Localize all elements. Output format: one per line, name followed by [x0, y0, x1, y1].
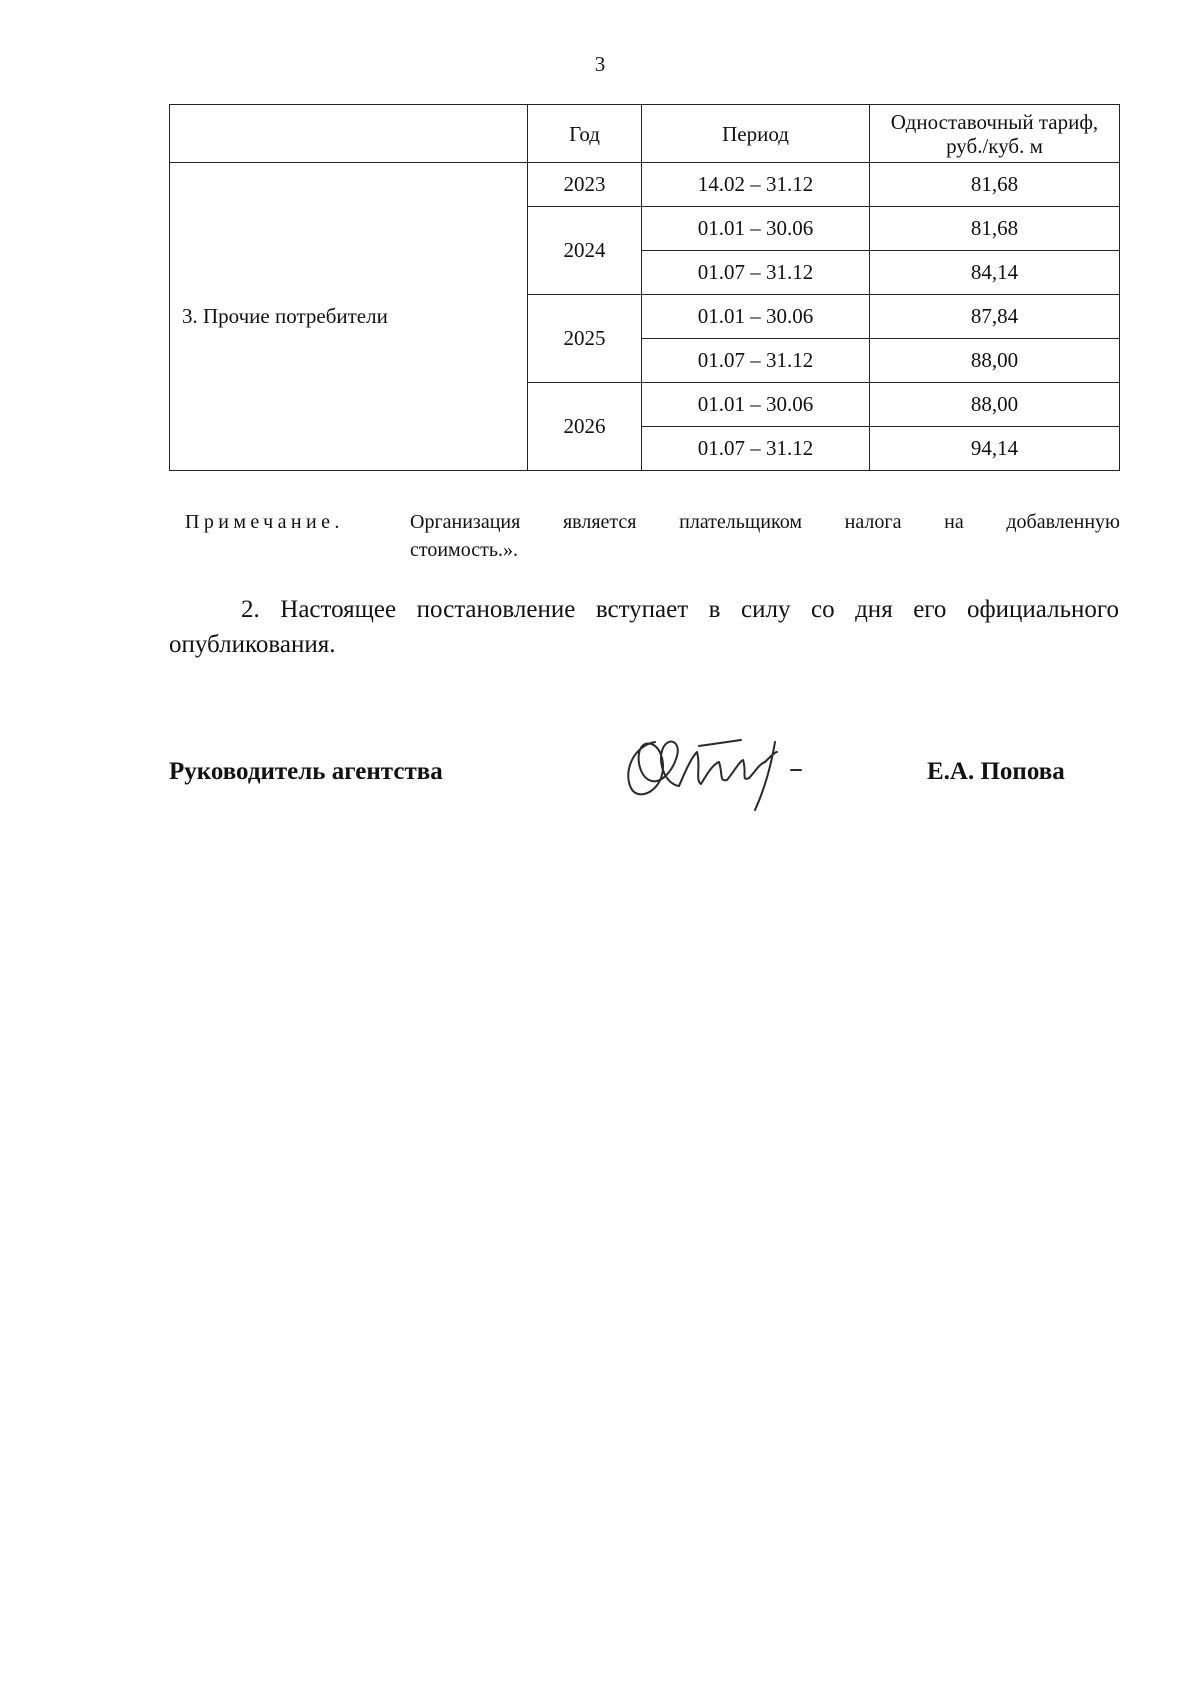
tariff-cell: 88,00 — [870, 383, 1120, 427]
page-number: 3 — [594, 52, 606, 76]
header-year: Год — [528, 105, 642, 163]
tariff-table — [169, 104, 1120, 471]
period-cell: 14.02 – 31.12 — [642, 163, 870, 207]
header-tariff: Одноставочный тариф, руб./куб. м — [870, 105, 1120, 163]
header-consumer — [170, 105, 528, 163]
year-cell: 2024 — [528, 207, 642, 295]
table-header-row — [170, 105, 1120, 163]
note-text-line: стоимость.». — [410, 539, 518, 561]
tariff-cell: 94,14 — [870, 427, 1120, 471]
year-cell: 2026 — [528, 383, 642, 471]
clause-line: 2. Настоящее постановление вступает в силу со дня его официального — [241, 596, 1119, 623]
period-cell: 01.01 – 30.06 — [642, 295, 870, 339]
note-text-line: Организация является плательщиком налога на добавленную — [410, 511, 1120, 533]
signatory-position: Руководитель агентства — [169, 758, 443, 785]
consumer-cell: 3. Прочие потребители — [170, 163, 528, 471]
signatory-name: Е.А. Попова — [927, 758, 1065, 785]
note-label: Примечание. — [185, 511, 344, 533]
tariff-cell: 81,68 — [870, 163, 1120, 207]
year-cell: 2023 — [528, 163, 642, 207]
period-cell: 01.07 – 31.12 — [642, 339, 870, 383]
table-row — [170, 163, 1120, 207]
handwritten-signature — [615, 722, 815, 814]
period-cell: 01.01 – 30.06 — [642, 207, 870, 251]
header-period: Период — [642, 105, 870, 163]
tariff-cell: 88,00 — [870, 339, 1120, 383]
tariff-cell: 87,84 — [870, 295, 1120, 339]
period-cell: 01.07 – 31.12 — [642, 251, 870, 295]
clause-2 — [169, 592, 1119, 662]
year-cell: 2025 — [528, 295, 642, 383]
tariff-cell: 81,68 — [870, 207, 1120, 251]
tariff-cell: 84,14 — [870, 251, 1120, 295]
period-cell: 01.07 – 31.12 — [642, 427, 870, 471]
period-cell: 01.01 – 30.06 — [642, 383, 870, 427]
clause-line: опубликования. — [169, 631, 336, 658]
note-text — [410, 508, 1120, 564]
